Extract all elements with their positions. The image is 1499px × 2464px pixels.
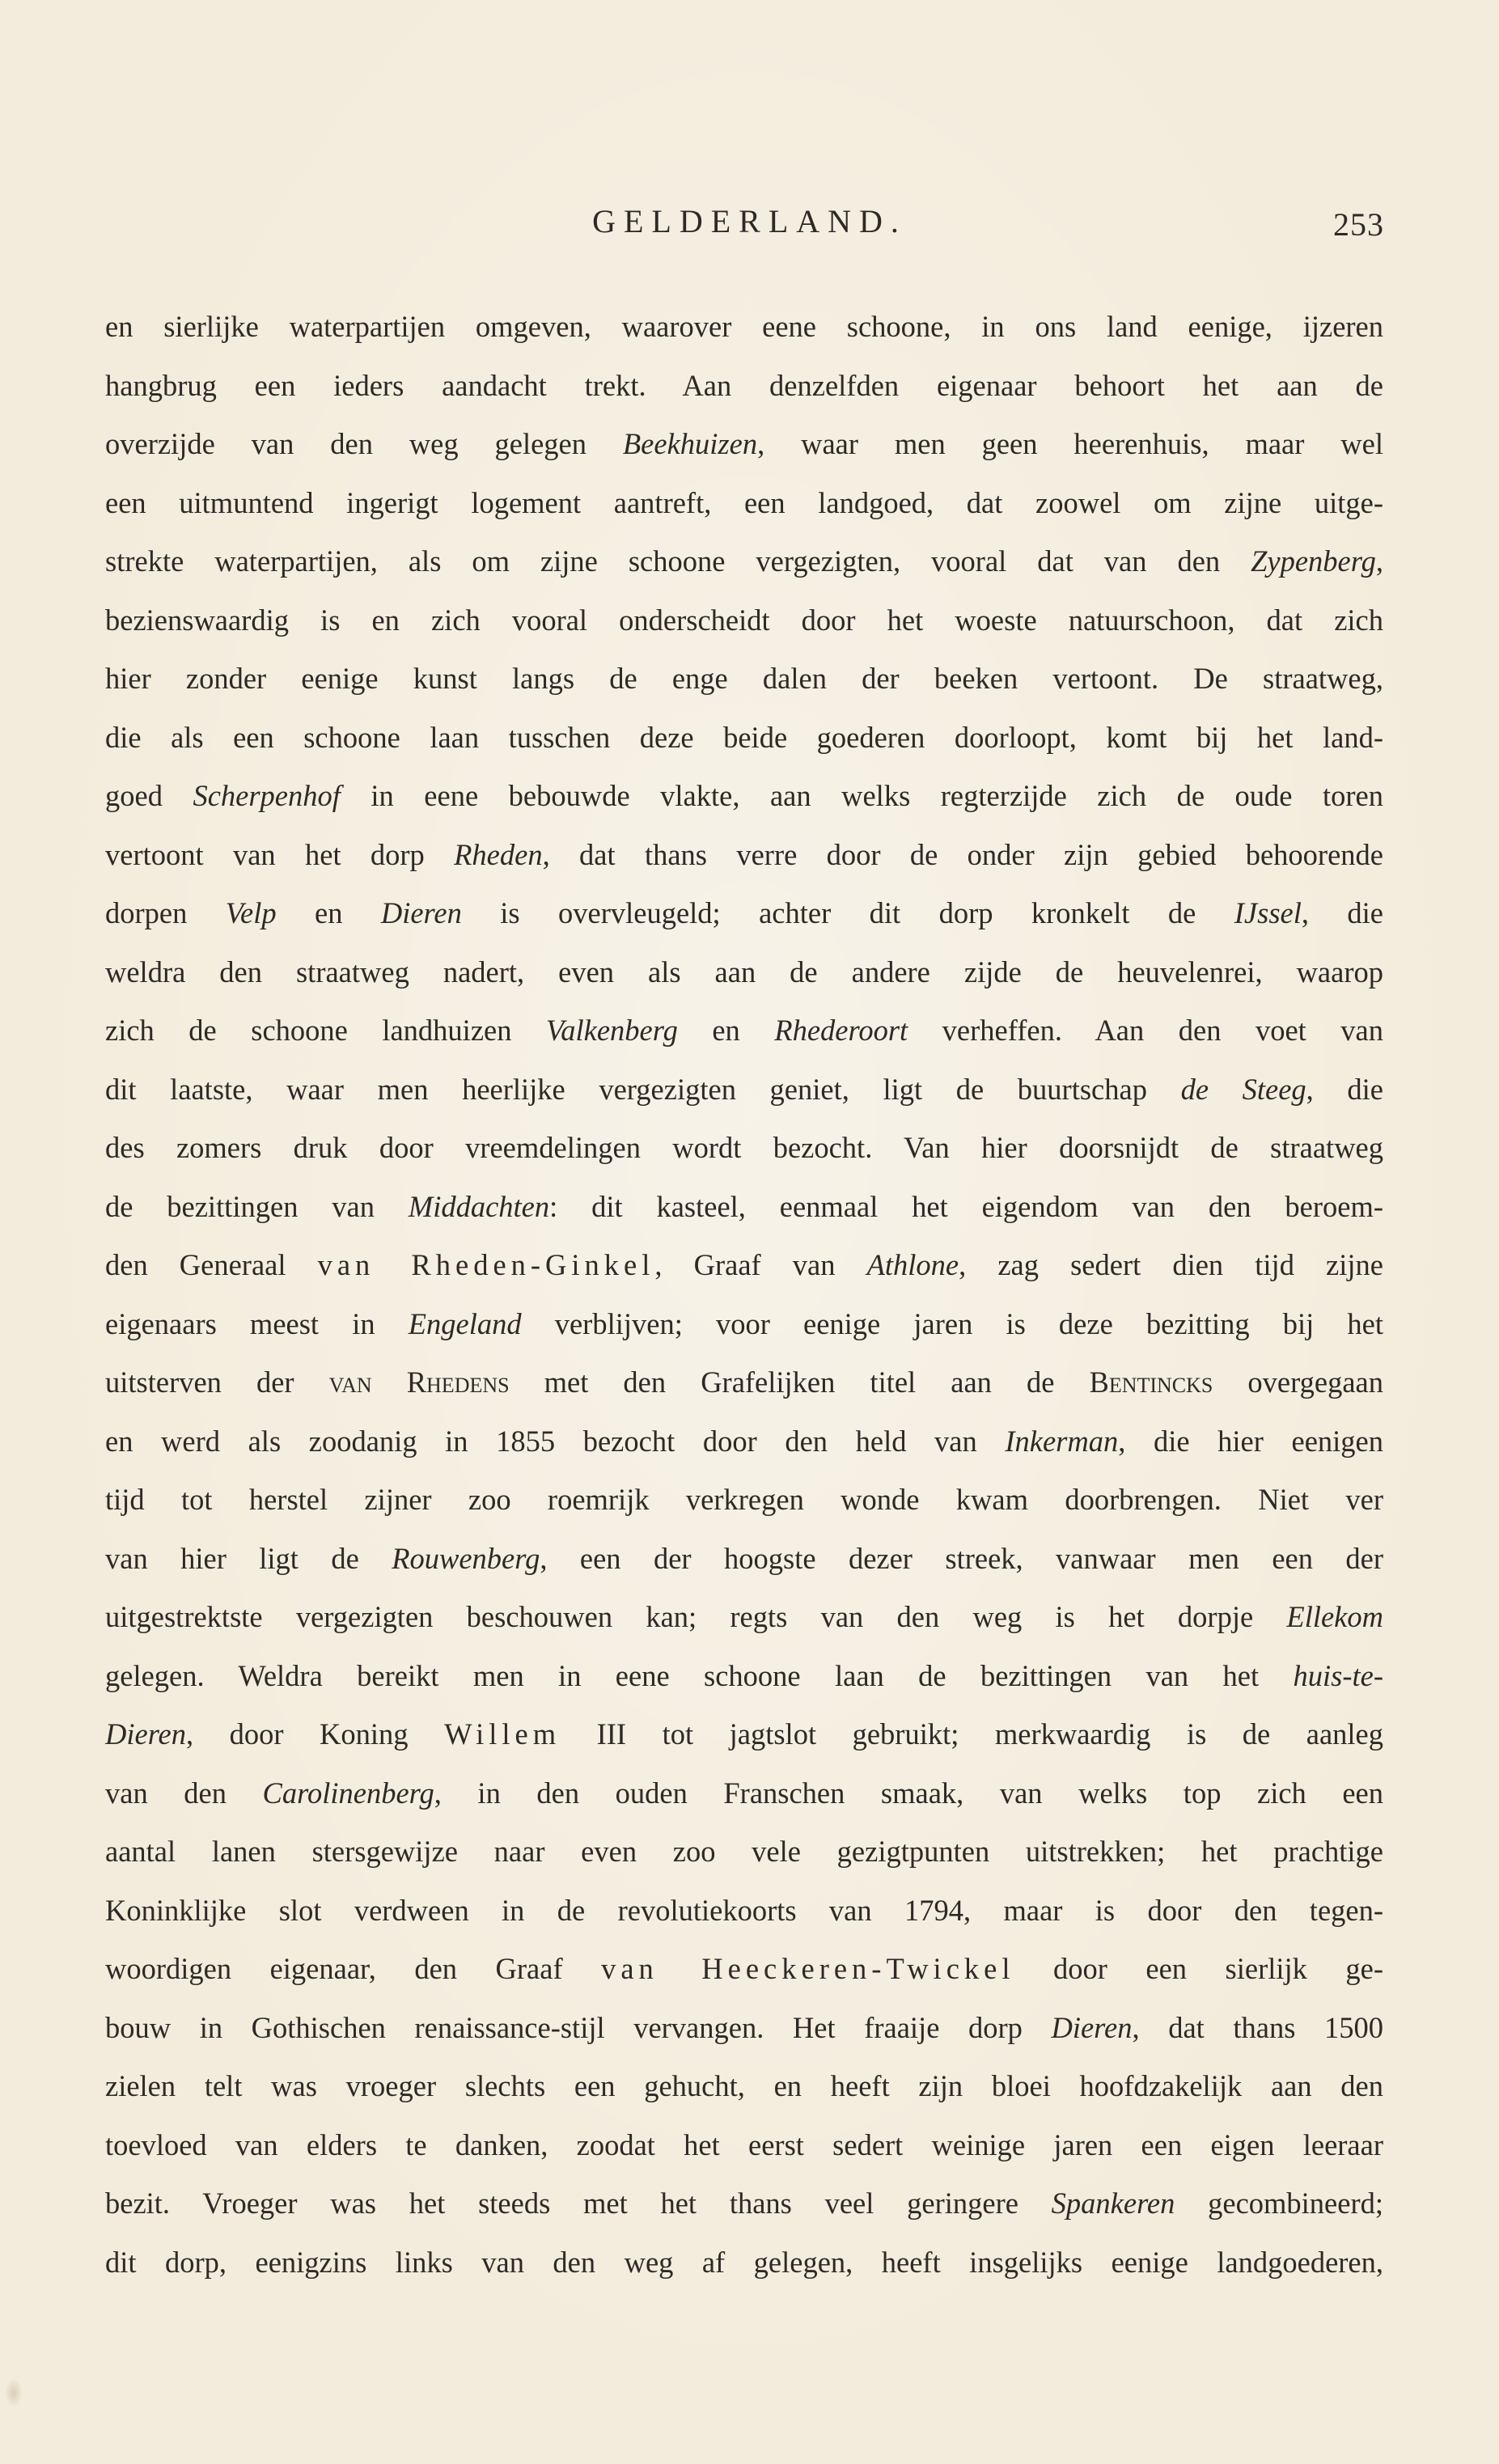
- italic-text: Velp: [225, 896, 277, 929]
- running-title: GELDERLAND.: [592, 203, 907, 239]
- italic-text: Middachten: [408, 1189, 550, 1223]
- text-run: hangbrug een ieders aandacht trekt. Aan denzelfden eigenaar behoort het aan de: [105, 368, 1383, 402]
- text-run: eigenaars meest in: [105, 1306, 409, 1340]
- text-line: [105, 1353, 1383, 1412]
- italic-text: Carolinenberg: [262, 1776, 434, 1810]
- text-run: , waar men geen heerenhuis, maar wel: [757, 427, 1383, 460]
- text-line: [105, 415, 1383, 474]
- text-run: uitgestrektste vergezigten beschouwen kan; regts van den weg is het dorpje: [105, 1600, 1287, 1633]
- text-line: [105, 1999, 1383, 2058]
- text-run: , die: [1306, 1072, 1383, 1106]
- italic-text: Dieren: [380, 896, 462, 929]
- text-line: [105, 474, 1383, 533]
- text-run: toevloed van elders te danken, zoodat het eerst sedert weinige jaren een eigen leeraar: [105, 2127, 1383, 2161]
- small-caps-text: Bentincks: [1089, 1365, 1213, 1399]
- text-run: gecombineerd;: [1175, 2187, 1383, 2220]
- spaced-text: van Heeckeren-Twickel: [601, 1952, 1015, 1985]
- italic-text: Athlone: [866, 1248, 959, 1281]
- text-line: [105, 1588, 1383, 1647]
- paper-stain: [5, 2378, 23, 2407]
- page-number: 253: [1333, 206, 1384, 243]
- text-line: [105, 943, 1383, 1002]
- text-run: die als een schoone laan tusschen deze beide goederen doorloopt, komt bij het land-: [105, 720, 1383, 754]
- text-run: bezit. Vroeger was het steeds met het thans veel geringere: [105, 2187, 1052, 2220]
- text-run: zielen telt was vroeger slechts een gehucht, en heeft zijn bloei hoofdzakelijk aan den: [105, 2069, 1383, 2102]
- spaced-text: van Rheden-Ginkel: [317, 1248, 655, 1281]
- text-line: [105, 1178, 1383, 1237]
- small-caps-text: van Rhedens: [328, 1365, 510, 1399]
- italic-text: Scherpenhof: [193, 779, 341, 812]
- italic-text: Zypenberg: [1251, 544, 1376, 578]
- text-line: [105, 1764, 1383, 1823]
- text-line: [105, 591, 1383, 650]
- text-line: [105, 826, 1383, 885]
- text-run: : dit kasteel, eenmaal het eigendom van den beroem-: [549, 1189, 1383, 1223]
- text-run: , dat thans 1500: [1132, 2010, 1383, 2044]
- text-run: verblijven; voor eenige jaren is deze bezitting bij het: [521, 1306, 1383, 1340]
- spaced-text: Willem: [444, 1717, 561, 1751]
- italic-text: Rheden: [454, 837, 543, 871]
- text-run: en: [276, 896, 381, 929]
- italic-text: Rouwenberg: [392, 1541, 540, 1575]
- text-run: zich de schoone landhuizen: [105, 1014, 546, 1047]
- text-run: en werd als zoodanig in 1855 bezocht door den held van: [105, 1424, 1006, 1458]
- text-run: , die: [1301, 896, 1383, 929]
- text-run: gelegen. Weldra bereikt men in eene schoone laan de bezittingen van het: [105, 1658, 1294, 1692]
- text-run: de bezittingen van: [105, 1189, 409, 1223]
- text-run: is overvleugeld; achter dit dorp kronkelt de: [461, 896, 1234, 929]
- text-run: des zomers druk door vreemdelingen wordt bezocht. Van hier doorsnijdt de straatweg: [105, 1131, 1383, 1164]
- italic-text: IJssel: [1234, 896, 1302, 929]
- text-run: dit dorp, eenigzins links van den weg af gelegen, heeft insgelijks eenige landgoederen,: [105, 2245, 1383, 2279]
- text-run: ,: [1375, 544, 1383, 578]
- text-run: , een der hoogste dezer streek, vanwaar men een der: [540, 1541, 1383, 1575]
- text-line: [105, 2057, 1383, 2116]
- text-line: [105, 1236, 1383, 1295]
- text-run: dit laatste, waar men heerlijke vergezigten geniet, ligt de buurtschap: [105, 1072, 1181, 1106]
- text-line: [105, 1530, 1383, 1589]
- text-run: , in den ouden Franschen smaak, van welks top zich een: [434, 1776, 1383, 1810]
- text-run: vertoont van het dorp: [105, 837, 455, 871]
- italic-text: Engeland: [408, 1306, 522, 1340]
- text-line: [105, 1119, 1383, 1178]
- text-line: [105, 357, 1383, 416]
- text-run: , door Koning: [186, 1717, 445, 1751]
- italic-text: Inkerman: [1005, 1424, 1119, 1458]
- text-run: van den: [105, 1776, 263, 1810]
- text-run: dorpen: [105, 896, 226, 929]
- text-run: strekte waterpartijen, als om zijne schoone vergezigten, vooral dat van den: [105, 544, 1251, 578]
- text-line: [105, 767, 1383, 826]
- body-text: [105, 298, 1383, 2292]
- text-line: [105, 1705, 1383, 1764]
- text-line: [105, 650, 1383, 709]
- text-run: van hier ligt de: [105, 1541, 392, 1575]
- text-line: [105, 1295, 1383, 1354]
- running-head: [0, 202, 1499, 243]
- italic-text: Spankeren: [1051, 2187, 1175, 2220]
- italic-text: Dieren: [1051, 2010, 1133, 2044]
- text-run: weldra den straatweg nadert, even als aan de andere zijde de heuvelenrei, waarop: [105, 955, 1383, 989]
- text-run: tijd tot herstel zijner zoo roemrijk verkregen wonde kwam doorbrengen. Niet ver: [105, 1483, 1383, 1516]
- text-run: , die hier eenigen: [1118, 1424, 1383, 1458]
- text-run: goed: [105, 779, 193, 812]
- text-run: en: [677, 1014, 775, 1047]
- text-line: [105, 1647, 1383, 1706]
- italic-text: Dieren: [105, 1717, 187, 1751]
- text-line: [105, 709, 1383, 768]
- text-line: [105, 1061, 1383, 1120]
- text-line: [105, 2233, 1383, 2293]
- text-run: overgegaan: [1213, 1365, 1383, 1399]
- text-line: [105, 1823, 1383, 1882]
- text-run: in eene bebouwde vlakte, aan welks regterzijde zich de oude toren: [340, 779, 1383, 812]
- text-run: bezienswaardig is en zich vooral onderscheidt door het woeste natuurschoon, dat zich: [105, 603, 1383, 637]
- text-run: en sierlijke waterpartijen omgeven, waarover eene schoone, in ons land eenige, ijzeren: [105, 310, 1383, 343]
- text-line: [105, 1471, 1383, 1530]
- text-run: woordigen eigenaar, den Graaf: [105, 1952, 602, 1985]
- text-line: [105, 1001, 1383, 1061]
- text-run: uitsterven der: [105, 1365, 329, 1399]
- text-run: aantal lanen stersgewijze naar even zoo vele gezigtpunten uitstrekken; het prachtige: [105, 1835, 1383, 1868]
- text-run: III tot jagtslot gebruikt; merkwaardig is de aanleg: [561, 1717, 1383, 1751]
- italic-text: Beekhuizen: [622, 427, 758, 460]
- text-line: [105, 1412, 1383, 1471]
- italic-text: Ellekom: [1286, 1600, 1383, 1633]
- text-line: [105, 2174, 1383, 2233]
- italic-text: Valkenberg: [545, 1014, 678, 1047]
- italic-text: Rhederoort: [774, 1014, 908, 1047]
- text-line: [105, 532, 1383, 591]
- text-run: door een sierlijk ge-: [1014, 1952, 1383, 1985]
- text-line: [105, 298, 1383, 357]
- text-line: [105, 1940, 1383, 1999]
- text-line: [105, 884, 1383, 943]
- text-run: een uitmuntend ingerigt logement aantreft, een landgoed, dat zoowel om zijne uitge-: [105, 485, 1383, 519]
- text-run: met den Grafelijken titel aan de: [509, 1365, 1090, 1399]
- text-run: den Generaal: [105, 1248, 318, 1281]
- text-line: [105, 2116, 1383, 2175]
- text-run: verheffen. Aan den voet van: [908, 1014, 1383, 1047]
- text-run: , dat thans verre door de onder zijn gebied behoorende: [542, 837, 1383, 871]
- text-run: overzijde van den weg gelegen: [105, 427, 623, 460]
- text-line: [105, 1882, 1383, 1941]
- text-run: Koninklijke slot verdween in de revolutiekoorts van 1794, maar is door den tegen-: [105, 1893, 1383, 1927]
- text-run: , zag sedert dien tijd zijne: [959, 1248, 1383, 1281]
- italic-text: huis-te-: [1293, 1658, 1383, 1692]
- text-run: hier zonder eenige kunst langs de enge dalen der beeken vertoont. De straatweg,: [105, 662, 1383, 695]
- italic-text: de Steeg: [1180, 1072, 1306, 1106]
- text-run: , Graaf van: [654, 1248, 867, 1281]
- text-run: bouw in Gothischen renaissance-stijl vervangen. Het fraaije dorp: [105, 2010, 1052, 2044]
